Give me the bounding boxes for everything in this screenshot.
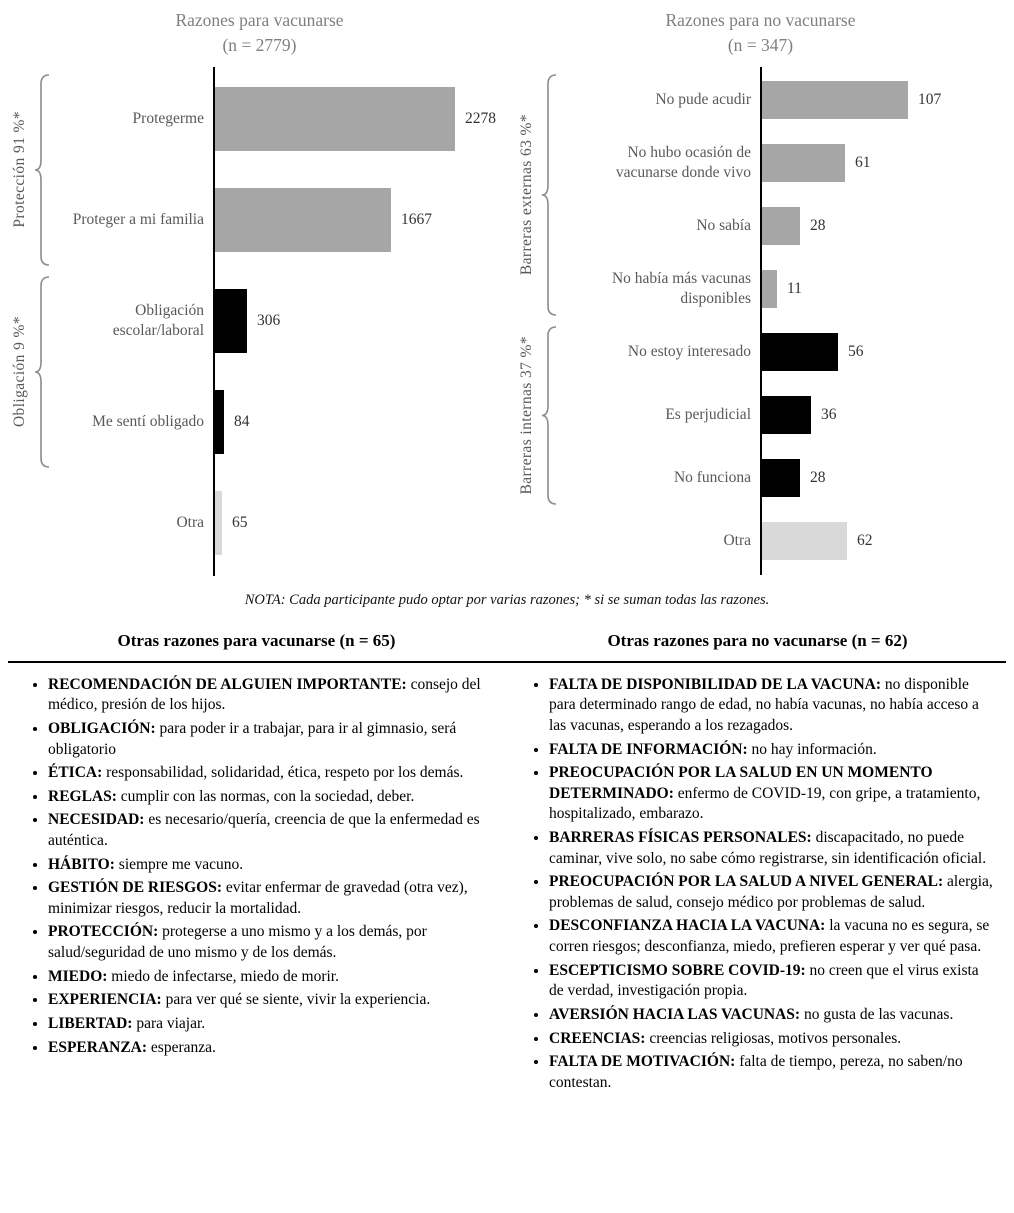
- y-axis: [760, 67, 762, 575]
- group-brace-icon: [541, 74, 557, 316]
- list-item-term: PREOCUPACIÓN POR LA SALUD A NIVEL GENERAL:: [549, 873, 944, 891]
- bar: [762, 396, 811, 434]
- list-item-term: HÁBITO:: [48, 855, 115, 873]
- value-label: 61: [855, 154, 871, 172]
- bar: [215, 491, 222, 555]
- chart-title-block: [513, 8, 1008, 59]
- list-item: • LIBERTAD: para viajar.: [48, 1014, 493, 1035]
- list-item-term: AVERSIÓN HACIA LAS VACUNAS:: [549, 1005, 801, 1023]
- group-brace: [34, 74, 64, 266]
- group-label: [513, 74, 541, 316]
- list-item: • PREOCUPACIÓN POR LA SALUD EN UN MOMENTO DETERMINADO: enfermo de COVID-19, con gripe, a tratamiento, hospitalizado, embarazo.: [549, 763, 994, 825]
- figure-note: NOTA: Cada participante pudo optar por varias razones; * si se suman todas las razones.: [244, 591, 770, 608]
- list-item: • GESTIÓN DE RIESGOS: evitar enfermar de gravedad (otra vez), minimizar riesgos, reducir la mortalidad.: [48, 878, 493, 919]
- list-item-term: BARRERAS FÍSICAS PERSONALES:: [549, 829, 812, 847]
- value-label: 1667: [401, 211, 432, 229]
- category-label: Otra: [723, 532, 751, 550]
- chart-title-block: [6, 8, 513, 59]
- bar: [762, 522, 847, 560]
- list-item-term: PROTECCIÓN:: [48, 923, 159, 941]
- group-label: [513, 326, 541, 505]
- list-item-term: FALTA DE DISPONIBILIDAD DE LA VACUNA:: [549, 675, 882, 693]
- value-label: 56: [848, 343, 864, 361]
- chart-panel-no-vacunarse: [513, 6, 1008, 574]
- list-item: • FALTA DE MOTIVACIÓN: falta de tiempo, pereza, no saben/no contestan.: [549, 1052, 994, 1093]
- category-label: No pude acudir: [655, 91, 751, 109]
- category-label: Protegerme: [132, 110, 204, 128]
- list-item-term: REGLAS:: [48, 787, 117, 805]
- category-label: Me sentí obligado: [92, 413, 204, 431]
- chart-panel-vacunarse: [6, 6, 513, 574]
- category-label: Otra: [176, 514, 204, 532]
- list-item: • NECESIDAD: es necesario/quería, creencia de que la enfermedad es auténtica.: [48, 810, 493, 851]
- lists-row: [6, 675, 1008, 1097]
- list-item: • BARRERAS FÍSICAS PERSONALES: discapacitado, no puede caminar, vive solo, no sabe cómo registrarse, sin identificación oficial.: [549, 828, 994, 869]
- chart-subtitle: (n = 2779): [222, 35, 297, 56]
- chart-body-vacunarse: [6, 69, 513, 574]
- list-item: • AVERSIÓN HACIA LAS VACUNAS: no gusta de las vacunas.: [549, 1005, 994, 1026]
- reasons-list-no-vacunarse: [507, 675, 1008, 1094]
- category-label: No estoy interesado: [627, 343, 751, 361]
- category-label: No había más vacunas disponibles: [611, 270, 751, 308]
- chart-subtitle: (n = 347): [727, 35, 794, 56]
- group-brace-icon: [34, 74, 50, 266]
- group-label: [6, 276, 34, 468]
- list-item-term: ESPERANZA:: [48, 1038, 148, 1056]
- list-item-term: ESCEPTICISMO SOBRE COVID-19:: [549, 961, 806, 979]
- bar: [762, 207, 800, 245]
- value-label: 2278: [465, 110, 496, 128]
- bar: [762, 459, 800, 497]
- list-item: • PROTECCIÓN: protegerse a uno mismo y a los demás, por salud/seguridad de uno mismo y de los demás.: [48, 922, 493, 963]
- list-heading-no-vacunarse: Otras razones para no vacunarse (n = 62): [607, 630, 908, 650]
- bar: [762, 333, 838, 371]
- value-label: 107: [918, 91, 942, 109]
- list-item: • PREOCUPACIÓN POR LA SALUD A NIVEL GENERAL: alergia, problemas de salud, consejo médico por problemas de salud.: [549, 872, 994, 913]
- list-item: • REGLAS: cumplir con las normas, con la sociedad, deber.: [48, 787, 493, 808]
- bar: [215, 390, 224, 454]
- group-label-text: Protección 91 %*: [11, 111, 28, 229]
- category-label: Obligación escolar/laboral: [112, 302, 204, 340]
- value-label: 28: [810, 217, 826, 235]
- list-item-term: FALTA DE INFORMACIÓN:: [549, 740, 748, 758]
- list-col-no-vacunarse: [507, 675, 1008, 1097]
- list-item: • HÁBITO: siempre me vacuno.: [48, 855, 493, 876]
- group-label: [6, 74, 34, 266]
- chart-title: Razones para vacunarse: [175, 10, 344, 30]
- list-item: • MIEDO: miedo de infectarse, miedo de morir.: [48, 967, 493, 988]
- category-label: Proteger a mi familia: [72, 211, 204, 229]
- value-label: 84: [234, 413, 250, 431]
- bar: [762, 270, 777, 308]
- bar: [215, 289, 247, 353]
- list-item-term: GESTIÓN DE RIESGOS:: [48, 879, 222, 897]
- bar: [762, 81, 908, 119]
- list-headings: [6, 631, 1008, 661]
- group-label-text: Barreras externas 63 %*: [518, 114, 535, 276]
- list-item: • DESCONFIANZA HACIA LA VACUNA: la vacuna no es segura, se corren riesgos; desconfianza, miedo, prefieren esperar y ver qué pasa.: [549, 916, 994, 957]
- list-item: • OBLIGACIÓN: para poder ir a trabajar, para ir al gimnasio, será obligatorio: [48, 719, 493, 760]
- category-label: No hubo ocasión de vacunarse donde vivo: [615, 144, 751, 182]
- list-heading-vacunarse: Otras razones para vacunarse (n = 65): [117, 630, 396, 650]
- list-item-term: MIEDO:: [48, 967, 108, 985]
- list-item: • FALTA DE INFORMACIÓN: no hay información.: [549, 740, 994, 761]
- list-col-vacunarse: [6, 675, 507, 1097]
- list-item: • FALTA DE DISPONIBILIDAD DE LA VACUNA: no disponible para determinado rango de edad, no había vacunas, no había acceso a las vacunas, esperando a los rezagados.: [549, 675, 994, 737]
- value-label: 28: [810, 469, 826, 487]
- value-label: 11: [787, 280, 802, 298]
- bar: [762, 144, 845, 182]
- list-item: • ESPERANZA: esperanza.: [48, 1038, 493, 1059]
- list-item: • CREENCIAS: creencias religiosas, motivos personales.: [549, 1029, 994, 1050]
- value-label: 306: [257, 312, 281, 330]
- value-label: 65: [232, 514, 248, 532]
- bar: [215, 87, 455, 151]
- group-brace-icon: [541, 326, 557, 505]
- list-item-term: PREOCUPACIÓN POR LA SALUD EN UN MOMENTO DETERMINADO:: [549, 764, 933, 802]
- list-item-term: OBLIGACIÓN:: [48, 719, 156, 737]
- reasons-list-vacunarse: [6, 675, 507, 1058]
- group-brace: [541, 74, 571, 316]
- category-label: No sabía: [696, 217, 751, 235]
- list-item-term: NECESIDAD:: [48, 811, 145, 829]
- divider-rule: [8, 661, 1006, 663]
- list-item-term: LIBERTAD:: [48, 1014, 133, 1032]
- value-label: 62: [857, 532, 873, 550]
- group-label-text: Barreras internas 37 %*: [518, 335, 535, 495]
- group-label-text: Obligación 9 %*: [11, 316, 28, 428]
- list-item: • ESCEPTICISMO SOBRE COVID-19: no creen que el virus exista de verdad, investigación propia.: [549, 961, 994, 1002]
- category-label: Es perjudicial: [665, 406, 751, 424]
- list-item-term: RECOMENDACIÓN DE ALGUIEN IMPORTANTE:: [48, 675, 407, 693]
- list-item-term: CREENCIAS:: [549, 1029, 646, 1047]
- bar: [215, 188, 391, 252]
- list-item: • RECOMENDACIÓN DE ALGUIEN IMPORTANTE: consejo del médico, presión de los hijos.: [48, 675, 493, 716]
- list-item-term: DESCONFIANZA HACIA LA VACUNA:: [549, 917, 826, 935]
- list-item-term: ÉTICA:: [48, 764, 103, 782]
- chart-body-no-vacunarse: [513, 69, 1008, 573]
- group-brace-icon: [34, 276, 50, 468]
- chart-title: Razones para no vacunarse: [665, 10, 856, 30]
- list-item-term: EXPERIENCIA:: [48, 991, 162, 1009]
- list-item-term: FALTA DE MOTIVACIÓN:: [549, 1053, 736, 1071]
- list-item: • EXPERIENCIA: para ver qué se siente, vivir la experiencia.: [48, 990, 493, 1011]
- charts-row: [6, 6, 1008, 574]
- category-label: No funciona: [673, 469, 751, 487]
- group-brace: [541, 326, 571, 505]
- value-label: 36: [821, 406, 837, 424]
- group-brace: [34, 276, 64, 468]
- list-item: • ÉTICA: responsabilidad, solidaridad, ética, respeto por los demás.: [48, 763, 493, 784]
